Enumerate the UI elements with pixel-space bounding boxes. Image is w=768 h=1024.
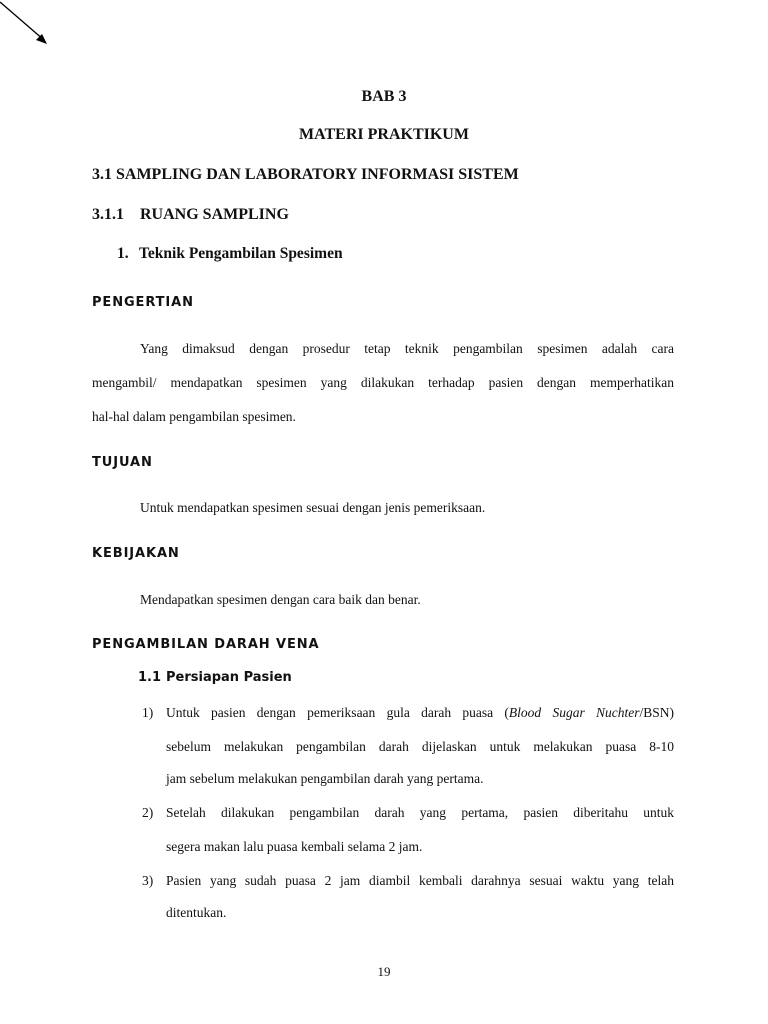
chapter-number: BAB 3	[361, 88, 407, 105]
list-item-1-line-1	[166, 705, 674, 721]
persiapan-number: 1.1	[138, 670, 162, 685]
section-heading: 3.1 SAMPLING DAN LABORATORY INFORMASI SISTEM	[92, 166, 519, 183]
list-item-2-line-2: segera makan lalu puasa kembali selama 2 jam.	[166, 839, 423, 854]
list-item-2-line-1: Setelah dilakukan pengambilan darah yang pertama, pasien diberitahu untuk	[166, 805, 674, 820]
persiapan-title: Persiapan Pasien	[166, 670, 292, 685]
item-heading	[117, 245, 343, 263]
pengertian-label: PENGERTIAN	[92, 295, 194, 310]
pengertian-line-2: mengambil/ mendapatkan spesimen yang dilakukan terhadap pasien dengan memperhatikan	[92, 375, 674, 390]
darah-vena-label: PENGAMBILAN DARAH VENA	[92, 637, 320, 652]
subsection-heading	[92, 206, 289, 224]
list-item-2-number: 2)	[142, 805, 154, 820]
list-item-3-line-1: Pasien yang sudah puasa 2 jam diambil kembali darahnya sesuai waktu yang telah	[166, 873, 674, 888]
list-item-1-line-2: sebelum melakukan pengambilan darah dijelaskan untuk melakukan puasa 8-10	[166, 739, 674, 754]
corner-arrow-icon	[0, 0, 56, 56]
persiapan-pasien-heading	[138, 670, 292, 685]
pengertian-line-3: hal-hal dalam pengambilan spesimen.	[92, 409, 296, 424]
list-item-1-line-3: jam sebelum melakukan pengambilan darah yang pertama.	[166, 771, 484, 786]
list-item-3-line-2: ditentukan.	[166, 905, 227, 920]
item-title: Teknik Pengambilan Spesimen	[139, 245, 343, 262]
item-number: 1.	[117, 245, 129, 262]
page-number: 19	[377, 964, 391, 979]
list-item-1-text-b: /BSN)	[639, 705, 674, 720]
tujuan-text: Untuk mendapatkan spesimen sesuai dengan jenis pemeriksaan.	[140, 500, 486, 515]
list-item-1-italic: Blood Sugar Nuchter	[508, 705, 640, 720]
kebijakan-text: Mendapatkan spesimen dengan cara baik dan benar.	[140, 592, 421, 607]
subsection-title: RUANG SAMPLING	[140, 206, 289, 223]
list-item-1-number: 1)	[142, 705, 154, 720]
list-item-3-number: 3)	[142, 873, 154, 888]
chapter-title: MATERI PRAKTIKUM	[299, 126, 469, 143]
list-item-1-text-a: Untuk pasien dengan pemeriksaan gula darah puasa (	[166, 705, 509, 720]
pengertian-line-1: Yang dimaksud dengan prosedur tetap teknik pengambilan spesimen adalah cara	[140, 341, 674, 356]
kebijakan-label: KEBIJAKAN	[92, 546, 180, 561]
tujuan-label: TUJUAN	[92, 455, 153, 470]
subsection-number: 3.1.1	[92, 206, 124, 223]
